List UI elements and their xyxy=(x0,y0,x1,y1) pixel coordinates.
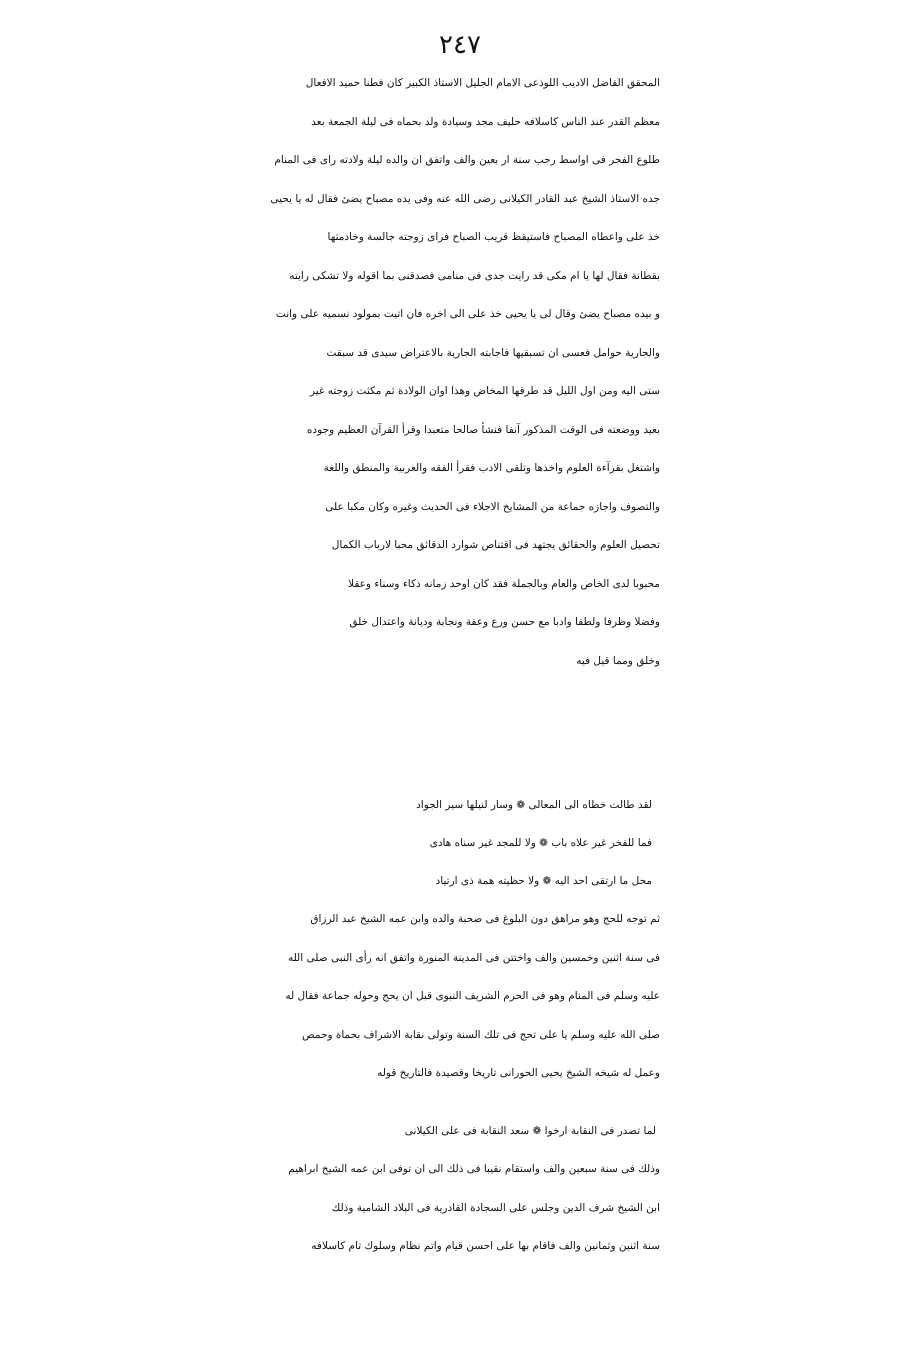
chronogram-couplet: لما تصدر فى النقابة ارخوا ❁ سعد النقابة فى على الكيلانى xyxy=(404,1125,656,1137)
text-line: وفضلا وظرفا ولطفا وادبا مع حسن ورع وعفة ونجابة وديانة واعتدال خلق xyxy=(349,616,660,628)
text-line: تحصيل العلوم والحقائق يجتهد فى اقتناص شوارد الدقائق محبا لارباب الكمال xyxy=(331,539,660,551)
text-line: محبوبا لدى الخاص والعام وبالجملة فقد كان اوحد زمانه ذكاء وسناء وعقلا xyxy=(348,577,660,590)
paragraph-succession xyxy=(232,1150,660,1266)
text-line: والجارية حوامل فعسى ان تسبقيها فاجابته الجارية بالاعتراض سيدى قد سبقت xyxy=(326,346,660,359)
poem-verse: فما للفخر غير علاه باب ❁ ولا للمجد غير سناه هادى xyxy=(429,837,652,849)
text-line: و بيده مصباح يضئ وقال لى يا يحيى خذ على الى اخره فان اتيت بمولود نسميه على وانت xyxy=(275,308,660,320)
text-line: خذ على واعطاه المصباح فاستيقظ قريب الصباح فراى زوجته جالسة وخادمتها xyxy=(327,231,660,243)
text-line: والتصوف واجازه جماعة من المشايخ الاجلاء فى الحديث وغيره وكان مكبا على xyxy=(325,500,660,513)
text-line: ابن الشيخ شرف الدين وجلس على السجادة القادرية فى البلاد الشامية وذلك xyxy=(331,1201,660,1214)
text-line: واشتغل بقرآءة العلوم واخذها وتلقى الادب فقرأ الفقه والعربية والمنطق واللغة xyxy=(323,462,660,474)
text-line: وعمل له شيخه الشيخ يحيى الحورانى تاريخا وقصيدة فالتاريخ قوله xyxy=(377,1067,660,1079)
page-number: ٢٤٧ xyxy=(439,30,481,60)
text-line: بعيد ووضعته فى الوقت المذكور آنفا فنشأ صالحا متعبدا وقرأ القرآن العظيم وجوده xyxy=(306,423,660,436)
text-line: فى سنة اثنين وخمسين والف واختتن فى المدينة المنورة واتفق انه رأى النبى صلى الله xyxy=(287,951,660,964)
poem-verses xyxy=(262,786,652,900)
paragraph-pilgrimage xyxy=(232,900,660,1093)
text-line: بقطانة فقال لها يا ام مكى قد رايت جدى فى منامى فصدقنى بما اقوله ولا تشكى رايته xyxy=(289,269,660,282)
poem-verse: لقد طالت خطاه الى المعالى ❁ وسار لنيلها سير الجواد xyxy=(416,799,652,811)
text-line: طلوع الفجر فى اواسط رجب سنة ار بعين والف واتفق ان والده ليلة ولادته راى فى المنام xyxy=(274,154,660,166)
text-line: صلى الله عليه وسلم يا على تحج فى تلك السنة وتولى نقابة الاشراف بحماة وحمص xyxy=(302,1028,660,1041)
poem-verse: محل ما ارتقى احد اليه ❁ ولا حظيته همة ذى ارتياد xyxy=(435,875,652,887)
text-line: وخلق ومما قيل فيه xyxy=(576,654,660,667)
text-line: سنة اثنين وثمانين والف فاقام بها على احسن قيام واتم نظام وسلوك تام كاسلافه xyxy=(311,1240,660,1252)
text-line: وذلك فى سنة سبعين والف واستقام نقيبا فى ذلك الى ان توفى ابن عمه الشيخ ابراهيم xyxy=(288,1163,660,1175)
text-line: جده الاستاذ الشيخ عبد القادر الكيلانى رضى الله عنه وفى يده مصباح يضئ فقال له يا يحيى xyxy=(270,192,660,205)
paragraph-biography xyxy=(232,64,660,680)
text-line: عليه وسلم فى المنام وهو فى الحرم الشريف النبوى قبل ان يحج وحوله جماعة فقال له xyxy=(285,990,660,1002)
text-line: المحقق الفاضل الاديب اللوذعى الامام الجليل الاستاذ الكبير كان فطنا حميد الافعال xyxy=(305,77,660,89)
text-line: ثم توجه للحج وهو مراهق دون البلوغ فى صحبة والده وابن عمه الشيخ عبد الرزاق xyxy=(310,913,660,925)
text-line: ستى اليه ومن اول الليل قد طرقها المخاض وهذا اوان الولادة ثم مكثت زوجته غير xyxy=(309,385,660,397)
text-line: معظم القدر عند الناس كاسلافه حليف مجد وسيادة ولد بحماه فى ليلة الجمعة بعد xyxy=(311,115,660,128)
